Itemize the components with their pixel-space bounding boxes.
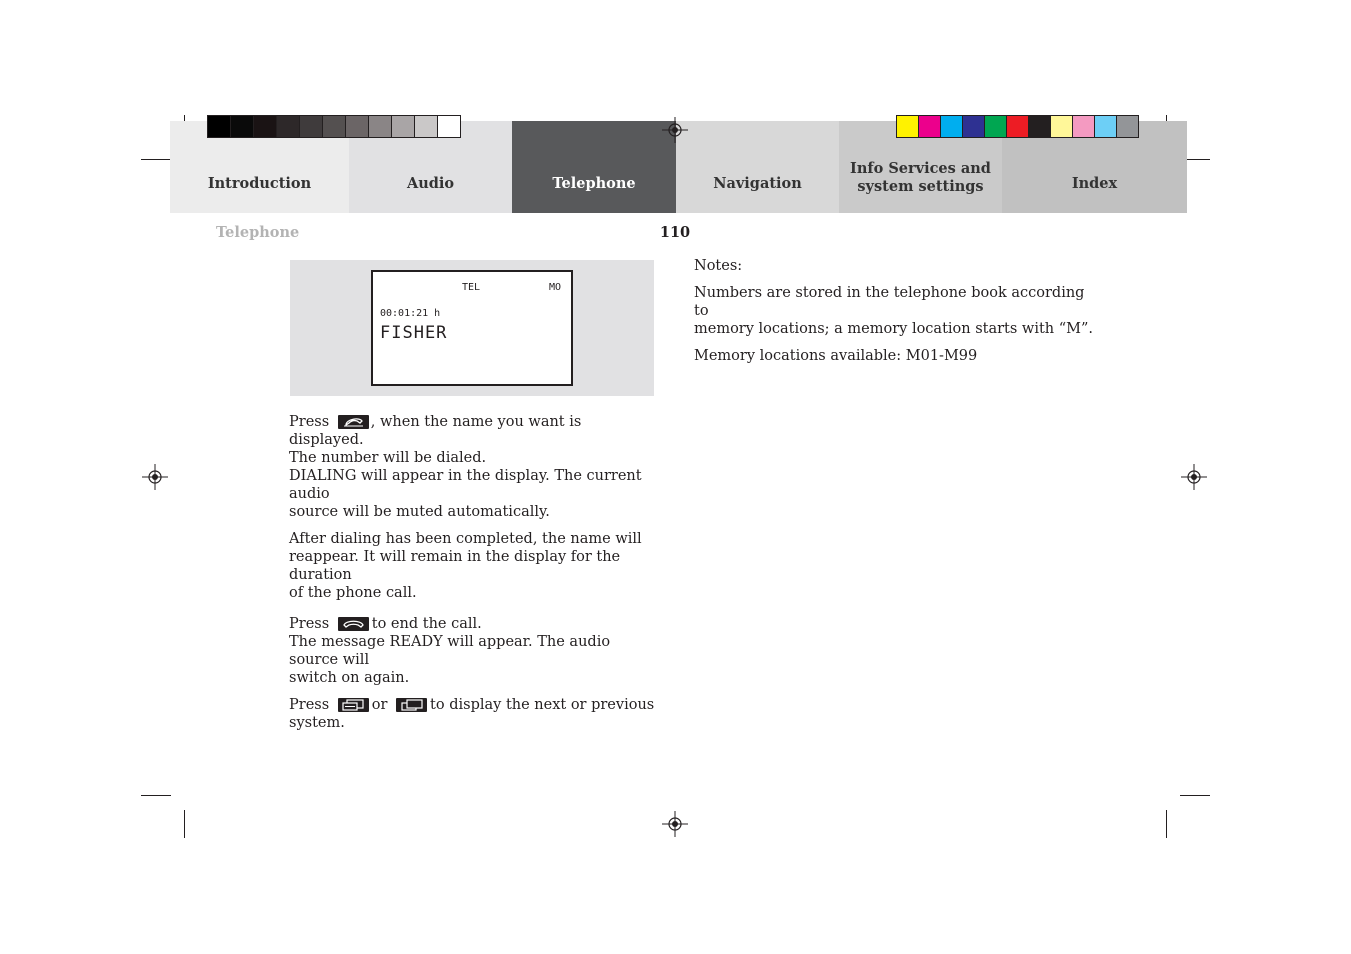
color-swatch	[919, 116, 941, 137]
tab-navigation[interactable]: Navigation	[676, 121, 839, 213]
registration-mark-icon	[662, 811, 688, 837]
gray-swatch	[254, 116, 277, 137]
lcd-contact-name: FISHER	[380, 323, 448, 343]
notes-title: Notes:	[694, 258, 743, 274]
crop-mark	[141, 159, 171, 160]
registration-mark-icon	[1181, 464, 1207, 490]
color-swatch	[1073, 116, 1095, 137]
notes-column	[694, 257, 1094, 365]
note-item: Numbers are stored in the telephone book according to memory locations; a memory location starts with “M”.	[694, 285, 1094, 337]
color-swatch	[1029, 116, 1051, 137]
section-title: Telephone	[216, 224, 300, 241]
gray-swatch	[208, 116, 231, 137]
paragraph: Press to end the call. The message READY will appear. The audio source will switch on again.	[289, 616, 611, 686]
crop-mark	[141, 795, 171, 796]
lcd-call-time: 00:01:21 h	[380, 308, 441, 319]
color-swatch	[1117, 116, 1138, 137]
gray-swatch	[369, 116, 392, 137]
tab-index[interactable]: Index	[1002, 121, 1187, 213]
crop-mark	[1166, 810, 1167, 838]
tab-audio[interactable]: Audio	[349, 121, 512, 213]
phone-send-icon	[338, 415, 369, 429]
paragraph: Press , when the name you want is displayed. The number will be dialed. DIALING will appear in the display. The current audio source will be muted automatically.	[289, 414, 642, 520]
instructions-column	[289, 413, 659, 732]
page-number: 110	[659, 224, 691, 241]
color-calibration-bar	[896, 115, 1139, 138]
color-swatch	[1095, 116, 1117, 137]
gray-swatch	[300, 116, 323, 137]
crop-mark	[184, 810, 185, 838]
note-item: Memory locations available: M01-M99	[694, 348, 978, 364]
grayscale-calibration-bar	[207, 115, 461, 138]
lcd-screen	[371, 270, 573, 386]
color-swatch	[985, 116, 1007, 137]
gray-swatch	[415, 116, 438, 137]
gray-swatch	[346, 116, 369, 137]
system-next-icon	[338, 698, 369, 712]
color-swatch	[941, 116, 963, 137]
tab-introduction[interactable]: Introduction	[170, 121, 349, 213]
paragraph: Press or to display the next or previous system.	[289, 697, 655, 731]
color-swatch	[1007, 116, 1029, 137]
display-illustration	[290, 260, 654, 396]
gray-swatch	[438, 116, 460, 137]
color-swatch	[897, 116, 919, 137]
gray-swatch	[323, 116, 346, 137]
color-swatch	[1051, 116, 1073, 137]
registration-mark-icon	[142, 464, 168, 490]
phone-end-icon	[338, 617, 369, 631]
lcd-mode-label: TEL	[462, 282, 481, 293]
gray-swatch	[392, 116, 415, 137]
crop-mark	[1180, 795, 1210, 796]
registration-mark-icon	[662, 117, 688, 143]
gray-swatch	[277, 116, 300, 137]
lcd-memory-label: MO	[548, 282, 561, 293]
paragraph: After dialing has been completed, the name will reappear. It will remain in the display for the duration of the phone call.	[289, 531, 642, 601]
gray-swatch	[231, 116, 254, 137]
tab-info-services[interactable]: Info Services and system settings	[839, 121, 1002, 213]
tab-telephone[interactable]: Telephone	[512, 121, 676, 213]
color-swatch	[963, 116, 985, 137]
system-prev-icon	[396, 698, 427, 712]
